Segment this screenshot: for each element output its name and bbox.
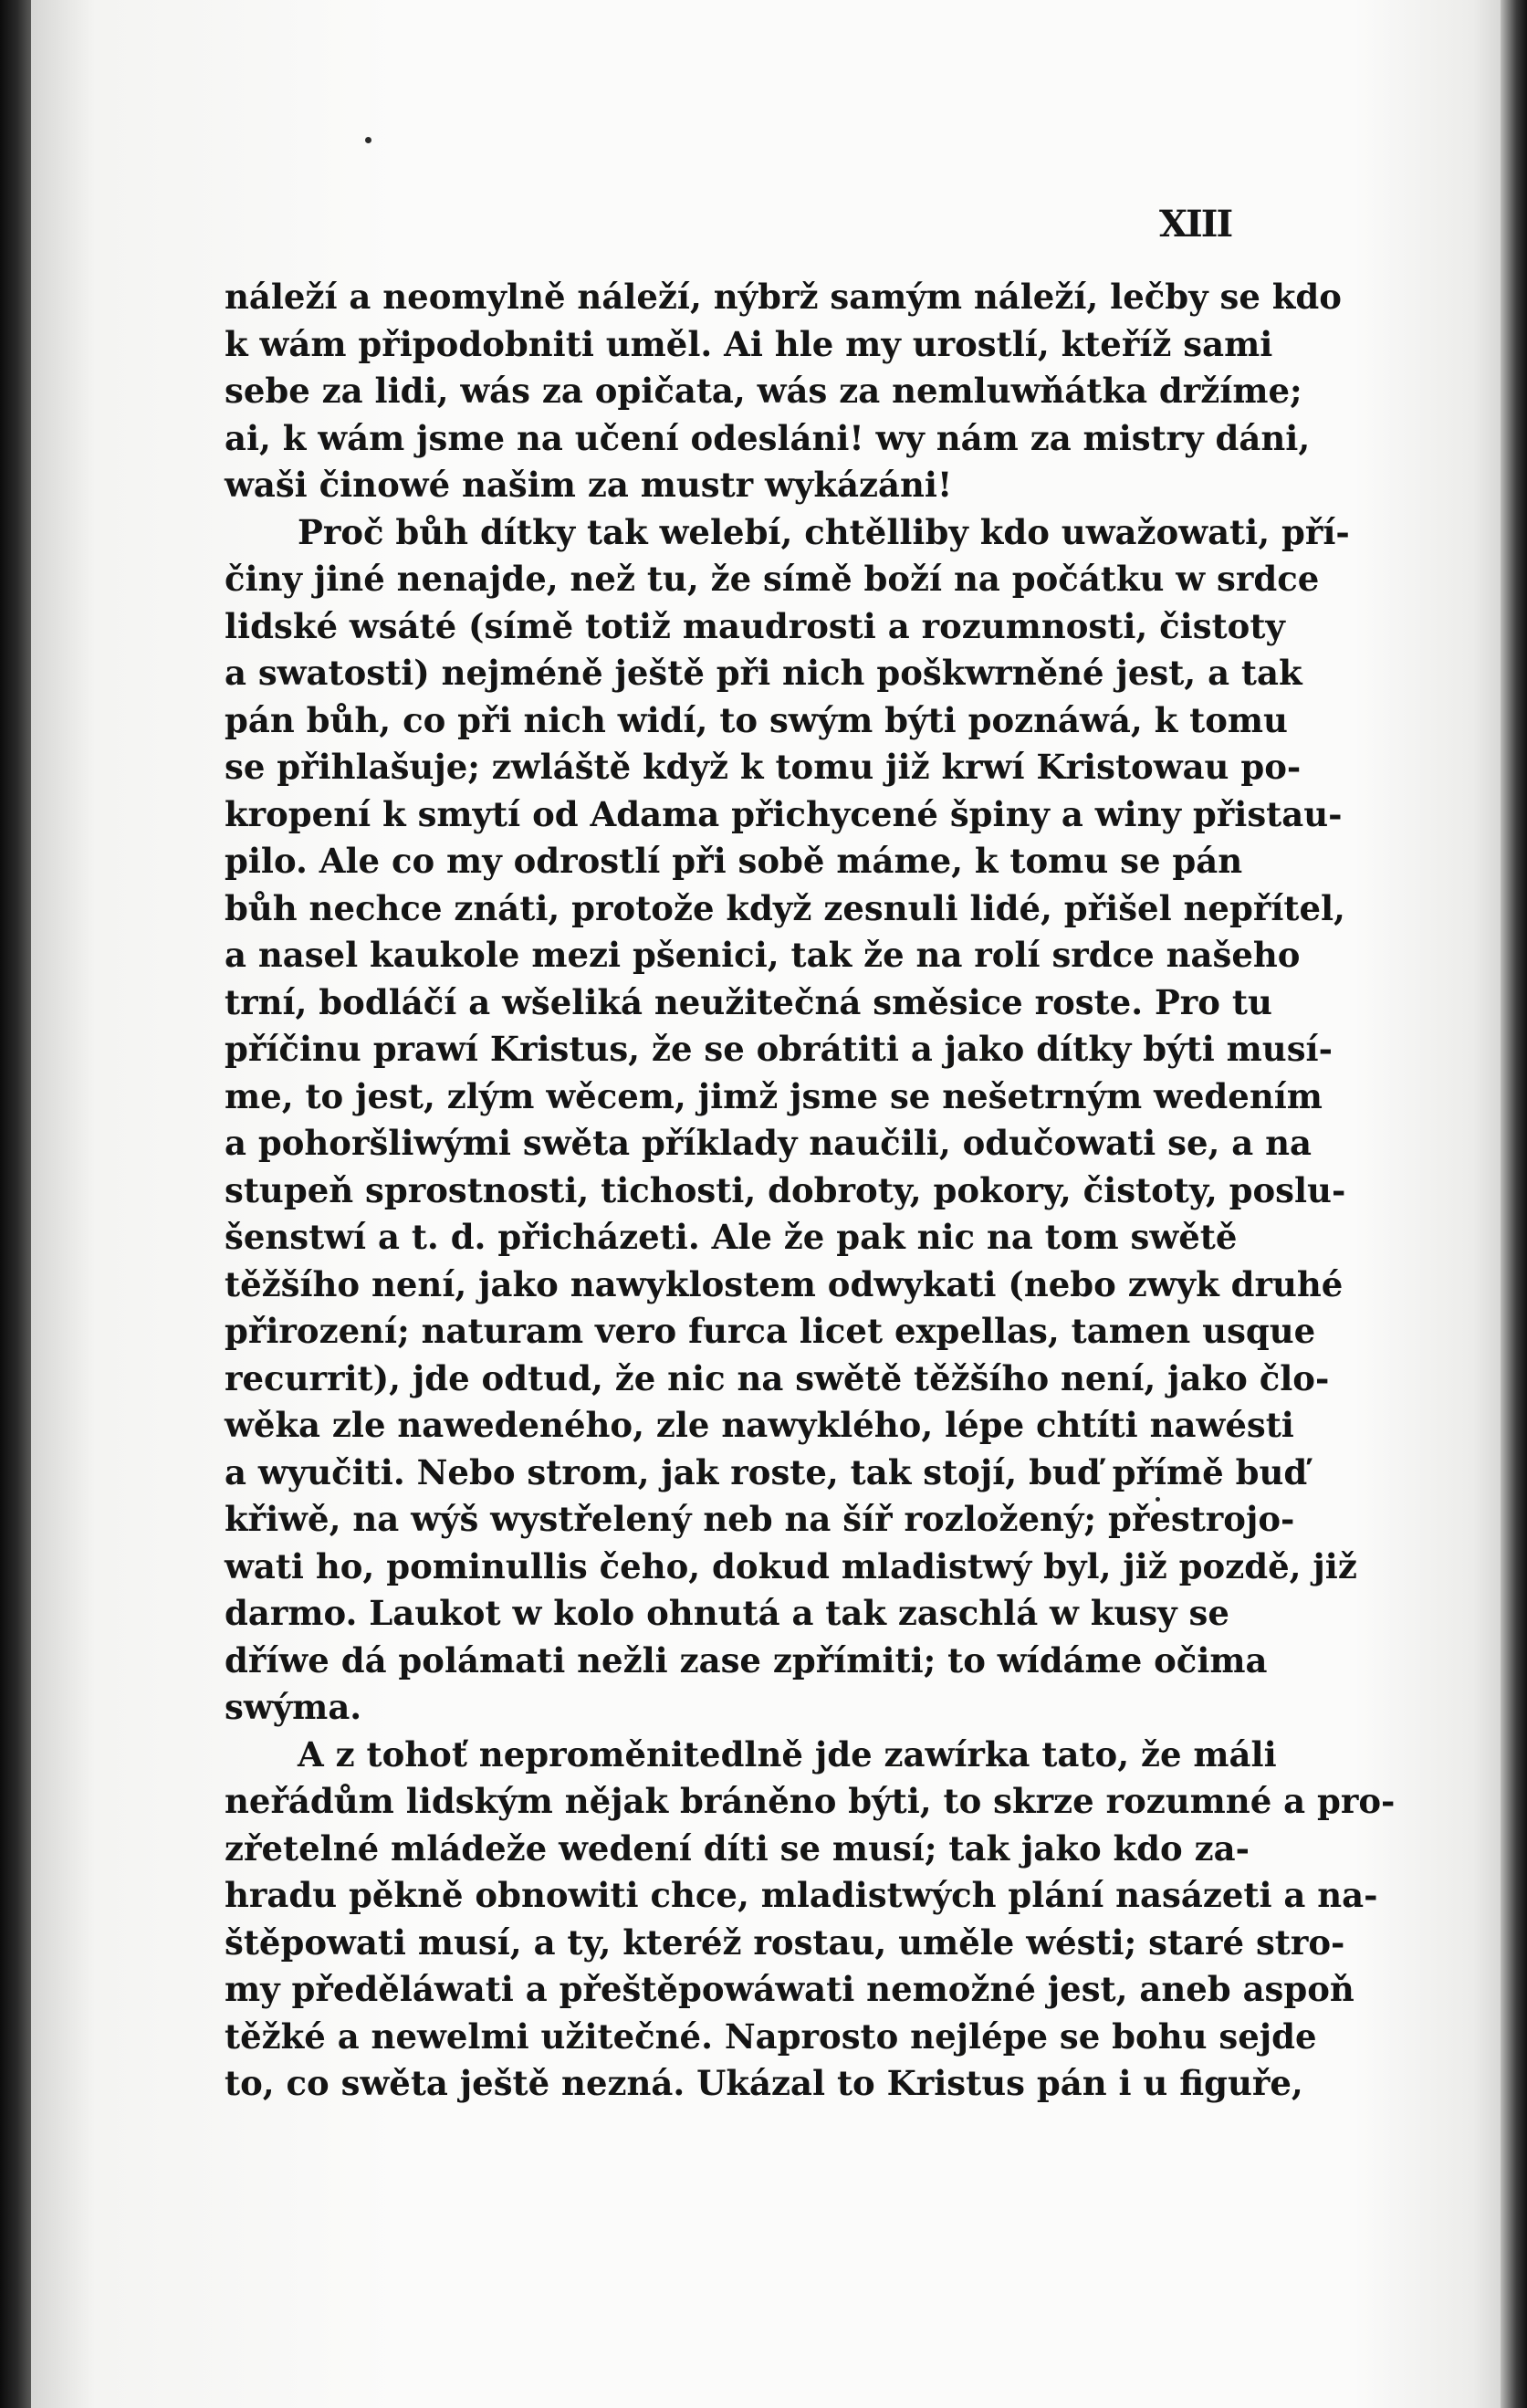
ink-speck xyxy=(365,137,371,143)
text-line: lidské wsáté (símě totiž maudrosti a rozumnosti, čistoty xyxy=(225,605,1285,646)
text-line: wati ho, pominullis čeho, dokud mladistwý byl, již pozdě, již xyxy=(225,1545,1357,1586)
text-line: ai, k wám jsme na učení odesláni! wy nám za mistry dáni, xyxy=(225,417,1311,458)
text-line: waši činowé našim za mustr wykázáni! xyxy=(225,465,953,505)
text-line: těžké a newelmi užitečné. Naprosto nejlépe se bohu sejde xyxy=(225,2015,1317,2057)
text-line: recurrit), jde odtud, že nic na swětě těžšího není, jako člo- xyxy=(225,1357,1330,1398)
text-line: neřádům lidským nějak bráněno býti, to skrze rozumné a pro- xyxy=(225,1781,1396,1821)
text-line: štěpowati musí, a ty, kteréž rostau, uměle wésti; staré stro- xyxy=(225,1921,1345,1963)
page-number: XIII xyxy=(1159,203,1232,246)
text-line: me, to jest, zlým wěcem, jimž jsme se nešetrným wedením xyxy=(225,1075,1323,1116)
text-line: se přihlašuje; zwláště když k tomu již krwí Kristowau po- xyxy=(225,747,1302,787)
body-text xyxy=(225,274,1396,2108)
text-line: příčinu prawí Kristus, že se obrátiti a jako dítky býti musí- xyxy=(225,1029,1333,1069)
text-line: sebe za lidi, wás za opičata, wás za nemluwňátka držíme; xyxy=(225,371,1302,411)
text-line: zřetelné mládeže wedení díti se musí; tak jako kdo za- xyxy=(225,1827,1250,1869)
text-line: dříwe dá polámati nežli zase zpřímiti; to wídáme očima xyxy=(225,1639,1268,1680)
text-line: přirození; naturam vero furca licet expellas, tamen usque xyxy=(225,1311,1316,1351)
text-line: bůh nechce znáti, protože když zesnuli lidé, přišel nepřítel, xyxy=(225,887,1345,928)
text-line: činy jiné nenajde, než tu, že símě boží na počátku w srdce xyxy=(225,559,1320,599)
text-line: náleží a neomylně náleží, nýbrž samým náleží, lečby se kdo xyxy=(225,277,1342,317)
text-line: pán bůh, co při nich widí, to swým býti poznáwá, k tomu xyxy=(225,699,1288,740)
text-line: pilo. Ale co my odrostlí při sobě máme, k tomu se pán xyxy=(225,841,1243,881)
text-line: Proč bůh dítky tak welebí, chtělliby kdo uwažowati, pří- xyxy=(298,511,1350,552)
text-line: a wyučiti. Nebo strom, jak roste, tak stojí, buď přímě buď xyxy=(225,1451,1308,1492)
text-line: wěka zle nawedeného, zle nawyklého, lépe chtíti nawésti xyxy=(225,1405,1294,1445)
text-line: a nasel kaukole mezi pšenici, tak že na rolí srdce našeho xyxy=(225,935,1301,975)
text-line: šenstwí a t. d. přicházeti. Ale že pak nic na tom swětě xyxy=(225,1217,1238,1257)
text-line: a pohoršliwými swěta příklady naučili, odučowati se, a na xyxy=(225,1123,1312,1163)
text-line: to, co swěta ještě nezná. Ukázal to Kristus pán i u figuře, xyxy=(225,2063,1303,2103)
text-line: těžšího není, jako nawyklostem odwykati (nebo zwyk druhé xyxy=(225,1263,1344,1304)
text-line: hradu pěkně obnowiti chce, mladistwých plání nasázeti a na- xyxy=(225,1875,1378,1915)
text-line: kropení k smytí od Adama přichycené špiny a winy přistau- xyxy=(225,793,1343,834)
page-right-edge xyxy=(1501,0,1527,2408)
text-line: stupeň sprostnosti, tichosti, dobroty, pokory, čistoty, poslu- xyxy=(225,1169,1346,1210)
text-line: swýma. xyxy=(225,1687,362,1727)
text-line: křiwě, na wýš wystřelený neb na šíř rozložený; přestrojo- xyxy=(225,1499,1295,1539)
text-line: trní, bodláčí a wšeliká neužitečná směsice roste. Pro tu xyxy=(225,981,1272,1022)
text-line: a swatosti) nejméně ještě při nich poškwrněné jest, a tak xyxy=(225,653,1302,693)
text-line: my předěláwati a přeštěpowáwati nemožné jest, aneb aspoň xyxy=(225,1969,1354,2009)
text-line: k wám připodobniti uměl. Ai hle my urostlí, kteříž sami xyxy=(225,323,1273,364)
text-line: A z tohoť neproměnitedlně jde zawírka tato, že máli xyxy=(298,1733,1277,1775)
text-line: darmo. Laukot w kolo ohnutá a tak zaschlá w kusy se xyxy=(225,1593,1229,1633)
binding-edge xyxy=(0,0,31,2408)
